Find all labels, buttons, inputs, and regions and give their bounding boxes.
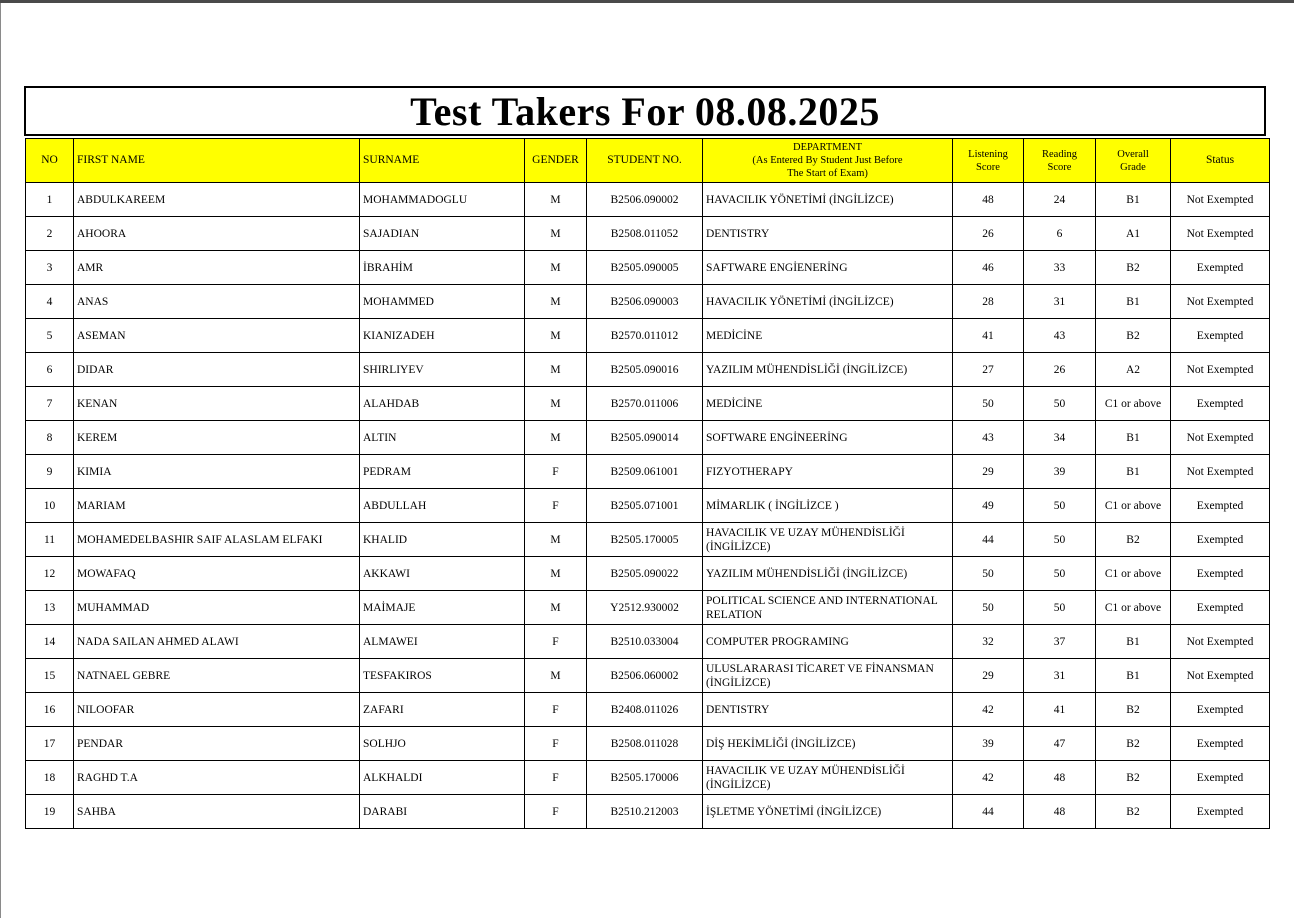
cell-overall-grade: B1	[1096, 625, 1171, 659]
cell-no: 14	[26, 625, 74, 659]
cell-first-name: ASEMAN	[74, 319, 360, 353]
table-body	[26, 183, 1270, 829]
cell-first-name: KEREM	[74, 421, 360, 455]
table-row	[26, 285, 1270, 319]
table-row	[26, 387, 1270, 421]
cell-listening-score: 26	[953, 217, 1024, 251]
cell-surname: İBRAHİM	[360, 251, 525, 285]
col-header-overall-grade	[1096, 139, 1171, 183]
cell-first-name: NATNAEL GEBRE	[74, 659, 360, 693]
cell-first-name: PENDAR	[74, 727, 360, 761]
cell-status: Exempted	[1171, 591, 1270, 625]
cell-status: Not Exempted	[1171, 421, 1270, 455]
cell-first-name: NADA SAILAN AHMED ALAWI	[74, 625, 360, 659]
cell-department: İŞLETME YÖNETİMİ (İNGİLİZCE)	[703, 795, 953, 829]
cell-overall-grade: B1	[1096, 455, 1171, 489]
cell-reading-score: 24	[1024, 183, 1096, 217]
cell-status: Exempted	[1171, 557, 1270, 591]
table-row	[26, 625, 1270, 659]
cell-student-no: B2510.033004	[587, 625, 703, 659]
cell-student-no: B2508.011052	[587, 217, 703, 251]
cell-status: Not Exempted	[1171, 455, 1270, 489]
cell-student-no: B2506.090002	[587, 183, 703, 217]
cell-overall-grade: C1 or above	[1096, 489, 1171, 523]
cell-listening-score: 44	[953, 795, 1024, 829]
cell-surname: KHALID	[360, 523, 525, 557]
overall-header-line1: Overall	[1117, 148, 1149, 160]
cell-listening-score: 27	[953, 353, 1024, 387]
cell-overall-grade: C1 or above	[1096, 387, 1171, 421]
cell-gender: M	[525, 387, 587, 421]
cell-status: Not Exempted	[1171, 659, 1270, 693]
cell-gender: F	[525, 489, 587, 523]
cell-student-no: Y2512.930002	[587, 591, 703, 625]
col-header-student-no: STUDENT NO.	[587, 139, 703, 183]
cell-department: MİMARLIK ( İNGİLİZCE )	[703, 489, 953, 523]
cell-reading-score: 43	[1024, 319, 1096, 353]
cell-listening-score: 42	[953, 761, 1024, 795]
cell-overall-grade: B1	[1096, 659, 1171, 693]
cell-surname: ALMAWEI	[360, 625, 525, 659]
cell-department: SOFTWARE ENGİNEERİNG	[703, 421, 953, 455]
table-row	[26, 693, 1270, 727]
cell-reading-score: 34	[1024, 421, 1096, 455]
table-row	[26, 659, 1270, 693]
cell-no: 4	[26, 285, 74, 319]
cell-no: 9	[26, 455, 74, 489]
cell-surname: ALAHDAB	[360, 387, 525, 421]
cell-reading-score: 41	[1024, 693, 1096, 727]
department-header-line3: The Start of Exam)	[787, 168, 868, 179]
window-top-bar	[0, 0, 1294, 3]
cell-first-name: DIDAR	[74, 353, 360, 387]
cell-student-no: B2505.071001	[587, 489, 703, 523]
cell-gender: M	[525, 319, 587, 353]
cell-overall-grade: B1	[1096, 421, 1171, 455]
cell-surname: ABDULLAH	[360, 489, 525, 523]
cell-overall-grade: B2	[1096, 693, 1171, 727]
cell-department: HAVACILIK YÖNETİMİ (İNGİLİZCE)	[703, 183, 953, 217]
cell-reading-score: 31	[1024, 659, 1096, 693]
cell-reading-score: 26	[1024, 353, 1096, 387]
cell-reading-score: 37	[1024, 625, 1096, 659]
cell-first-name: MOHAMEDELBASHIR SAIF ALASLAM ELFAKI	[74, 523, 360, 557]
cell-overall-grade: B2	[1096, 251, 1171, 285]
cell-status: Not Exempted	[1171, 285, 1270, 319]
cell-reading-score: 50	[1024, 591, 1096, 625]
table-row	[26, 183, 1270, 217]
cell-no: 5	[26, 319, 74, 353]
cell-student-no: B2509.061001	[587, 455, 703, 489]
cell-listening-score: 29	[953, 659, 1024, 693]
cell-first-name: MOWAFAQ	[74, 557, 360, 591]
cell-student-no: B2510.212003	[587, 795, 703, 829]
table-row	[26, 217, 1270, 251]
cell-status: Exempted	[1171, 489, 1270, 523]
cell-status: Not Exempted	[1171, 353, 1270, 387]
cell-status: Exempted	[1171, 523, 1270, 557]
cell-gender: F	[525, 625, 587, 659]
window-left-edge	[0, 3, 1, 918]
table-row	[26, 761, 1270, 795]
cell-department: DENTISTRY	[703, 217, 953, 251]
cell-overall-grade: A1	[1096, 217, 1171, 251]
cell-surname: TESFAKIROS	[360, 659, 525, 693]
cell-overall-grade: C1 or above	[1096, 591, 1171, 625]
cell-status: Exempted	[1171, 761, 1270, 795]
page-title: Test Takers For 08.08.2025	[24, 86, 1266, 136]
cell-no: 17	[26, 727, 74, 761]
cell-listening-score: 32	[953, 625, 1024, 659]
reading-header-line2: Score	[1047, 161, 1072, 173]
cell-first-name: ANAS	[74, 285, 360, 319]
cell-gender: F	[525, 727, 587, 761]
table-row	[26, 795, 1270, 829]
cell-no: 10	[26, 489, 74, 523]
cell-listening-score: 50	[953, 591, 1024, 625]
cell-first-name: AMR	[74, 251, 360, 285]
cell-department: COMPUTER PROGRAMING	[703, 625, 953, 659]
cell-department: FIZYOTHERAPY	[703, 455, 953, 489]
cell-gender: M	[525, 285, 587, 319]
cell-status: Not Exempted	[1171, 625, 1270, 659]
cell-student-no: B2570.011006	[587, 387, 703, 421]
cell-gender: M	[525, 217, 587, 251]
col-header-department	[703, 139, 953, 183]
col-header-gender: GENDER	[525, 139, 587, 183]
cell-department: POLITICAL SCIENCE AND INTERNATIONAL RELATION	[703, 591, 953, 625]
cell-gender: M	[525, 591, 587, 625]
cell-overall-grade: B2	[1096, 727, 1171, 761]
cell-listening-score: 48	[953, 183, 1024, 217]
cell-first-name: ABDULKAREEM	[74, 183, 360, 217]
cell-gender: M	[525, 557, 587, 591]
cell-student-no: B2505.170006	[587, 761, 703, 795]
cell-surname: AKKAWI	[360, 557, 525, 591]
cell-no: 3	[26, 251, 74, 285]
cell-listening-score: 39	[953, 727, 1024, 761]
cell-first-name: MUHAMMAD	[74, 591, 360, 625]
reading-header-line1: Reading	[1042, 148, 1077, 160]
cell-listening-score: 46	[953, 251, 1024, 285]
cell-no: 2	[26, 217, 74, 251]
cell-reading-score: 39	[1024, 455, 1096, 489]
cell-gender: M	[525, 251, 587, 285]
cell-status: Exempted	[1171, 727, 1270, 761]
table-header-row	[26, 139, 1270, 183]
cell-gender: F	[525, 761, 587, 795]
table-row	[26, 591, 1270, 625]
table-row	[26, 489, 1270, 523]
cell-status: Exempted	[1171, 387, 1270, 421]
cell-overall-grade: A2	[1096, 353, 1171, 387]
cell-department: SAFTWARE ENGİENERİNG	[703, 251, 953, 285]
cell-listening-score: 41	[953, 319, 1024, 353]
cell-listening-score: 50	[953, 557, 1024, 591]
cell-surname: DARABI	[360, 795, 525, 829]
col-header-first-name: FIRST NAME	[74, 139, 360, 183]
col-header-listening	[953, 139, 1024, 183]
cell-no: 16	[26, 693, 74, 727]
cell-department: DİŞ HEKİMLİĞİ (İNGİLİZCE)	[703, 727, 953, 761]
cell-gender: M	[525, 421, 587, 455]
cell-student-no: B2505.170005	[587, 523, 703, 557]
cell-student-no: B2505.090014	[587, 421, 703, 455]
cell-surname: ALTIN	[360, 421, 525, 455]
cell-surname: KIANIZADEH	[360, 319, 525, 353]
cell-student-no: B2505.090016	[587, 353, 703, 387]
cell-surname: SAJADIAN	[360, 217, 525, 251]
cell-gender: M	[525, 183, 587, 217]
cell-reading-score: 50	[1024, 489, 1096, 523]
cell-gender: F	[525, 693, 587, 727]
cell-overall-grade: B2	[1096, 319, 1171, 353]
cell-status: Exempted	[1171, 693, 1270, 727]
cell-status: Not Exempted	[1171, 217, 1270, 251]
cell-no: 13	[26, 591, 74, 625]
cell-reading-score: 48	[1024, 795, 1096, 829]
cell-department: MEDİCİNE	[703, 319, 953, 353]
table-row	[26, 727, 1270, 761]
cell-first-name: MARIAM	[74, 489, 360, 523]
cell-surname: SOLHJO	[360, 727, 525, 761]
col-header-status: Status	[1171, 139, 1270, 183]
cell-first-name: NILOOFAR	[74, 693, 360, 727]
cell-gender: F	[525, 455, 587, 489]
cell-listening-score: 49	[953, 489, 1024, 523]
cell-reading-score: 50	[1024, 387, 1096, 421]
cell-first-name: KIMIA	[74, 455, 360, 489]
cell-reading-score: 47	[1024, 727, 1096, 761]
cell-department: ULUSLARARASI TİCARET VE FİNANSMAN (İNGİLİZCE)	[703, 659, 953, 693]
test-takers-table	[25, 138, 1270, 829]
cell-surname: SHIRLIYEV	[360, 353, 525, 387]
cell-surname: MOHAMMADOGLU	[360, 183, 525, 217]
col-header-surname: SURNAME	[360, 139, 525, 183]
cell-student-no: B2506.060002	[587, 659, 703, 693]
cell-reading-score: 50	[1024, 523, 1096, 557]
cell-surname: PEDRAM	[360, 455, 525, 489]
listening-header-line2: Score	[976, 161, 1000, 173]
cell-no: 8	[26, 421, 74, 455]
table-row	[26, 557, 1270, 591]
cell-status: Exempted	[1171, 795, 1270, 829]
department-header-line1: DEPARTMENT	[793, 142, 862, 153]
cell-no: 15	[26, 659, 74, 693]
table-row	[26, 353, 1270, 387]
col-header-no: NO	[26, 139, 74, 183]
cell-surname: MOHAMMED	[360, 285, 525, 319]
cell-overall-grade: C1 or above	[1096, 557, 1171, 591]
cell-student-no: B2508.011028	[587, 727, 703, 761]
cell-gender: M	[525, 659, 587, 693]
cell-gender: F	[525, 795, 587, 829]
cell-first-name: SAHBA	[74, 795, 360, 829]
cell-status: Exempted	[1171, 251, 1270, 285]
table-row	[26, 421, 1270, 455]
cell-no: 12	[26, 557, 74, 591]
cell-no: 6	[26, 353, 74, 387]
cell-surname: MAİMAJE	[360, 591, 525, 625]
cell-listening-score: 50	[953, 387, 1024, 421]
cell-overall-grade: B2	[1096, 795, 1171, 829]
cell-status: Not Exempted	[1171, 183, 1270, 217]
table-row	[26, 523, 1270, 557]
cell-student-no: B2506.090003	[587, 285, 703, 319]
cell-overall-grade: B1	[1096, 285, 1171, 319]
listening-header-line1: Listening	[968, 148, 1008, 160]
cell-listening-score: 28	[953, 285, 1024, 319]
cell-first-name: AHOORA	[74, 217, 360, 251]
cell-gender: M	[525, 353, 587, 387]
cell-reading-score: 48	[1024, 761, 1096, 795]
table-row	[26, 319, 1270, 353]
cell-no: 7	[26, 387, 74, 421]
cell-student-no: B2570.011012	[587, 319, 703, 353]
cell-no: 19	[26, 795, 74, 829]
cell-listening-score: 29	[953, 455, 1024, 489]
overall-header-line2: Grade	[1120, 161, 1146, 173]
cell-department: HAVACILIK VE UZAY MÜHENDİSLİĞİ (İNGİLİZCE)	[703, 761, 953, 795]
cell-no: 1	[26, 183, 74, 217]
cell-reading-score: 6	[1024, 217, 1096, 251]
cell-overall-grade: B1	[1096, 183, 1171, 217]
cell-department: HAVACILIK VE UZAY MÜHENDİSLİĞİ (İNGİLİZCE)	[703, 523, 953, 557]
cell-department: MEDİCİNE	[703, 387, 953, 421]
cell-no: 11	[26, 523, 74, 557]
cell-student-no: B2505.090022	[587, 557, 703, 591]
table-row	[26, 251, 1270, 285]
cell-department: YAZILIM MÜHENDİSLİĞİ (İNGİLİZCE)	[703, 557, 953, 591]
cell-listening-score: 43	[953, 421, 1024, 455]
cell-surname: ZAFARI	[360, 693, 525, 727]
cell-reading-score: 33	[1024, 251, 1096, 285]
table-row	[26, 455, 1270, 489]
cell-student-no: B2408.011026	[587, 693, 703, 727]
department-header-line2: (As Entered By Student Just Before	[752, 155, 903, 166]
cell-reading-score: 31	[1024, 285, 1096, 319]
col-header-reading	[1024, 139, 1096, 183]
cell-overall-grade: B2	[1096, 523, 1171, 557]
cell-student-no: B2505.090005	[587, 251, 703, 285]
cell-listening-score: 44	[953, 523, 1024, 557]
cell-first-name: KENAN	[74, 387, 360, 421]
cell-no: 18	[26, 761, 74, 795]
cell-overall-grade: B2	[1096, 761, 1171, 795]
cell-department: HAVACILIK YÖNETİMİ (İNGİLİZCE)	[703, 285, 953, 319]
cell-department: DENTISTRY	[703, 693, 953, 727]
cell-status: Exempted	[1171, 319, 1270, 353]
cell-department: YAZILIM MÜHENDİSLİĞİ (İNGİLİZCE)	[703, 353, 953, 387]
cell-gender: M	[525, 523, 587, 557]
cell-reading-score: 50	[1024, 557, 1096, 591]
cell-surname: ALKHALDI	[360, 761, 525, 795]
cell-first-name: RAGHD T.A	[74, 761, 360, 795]
cell-listening-score: 42	[953, 693, 1024, 727]
